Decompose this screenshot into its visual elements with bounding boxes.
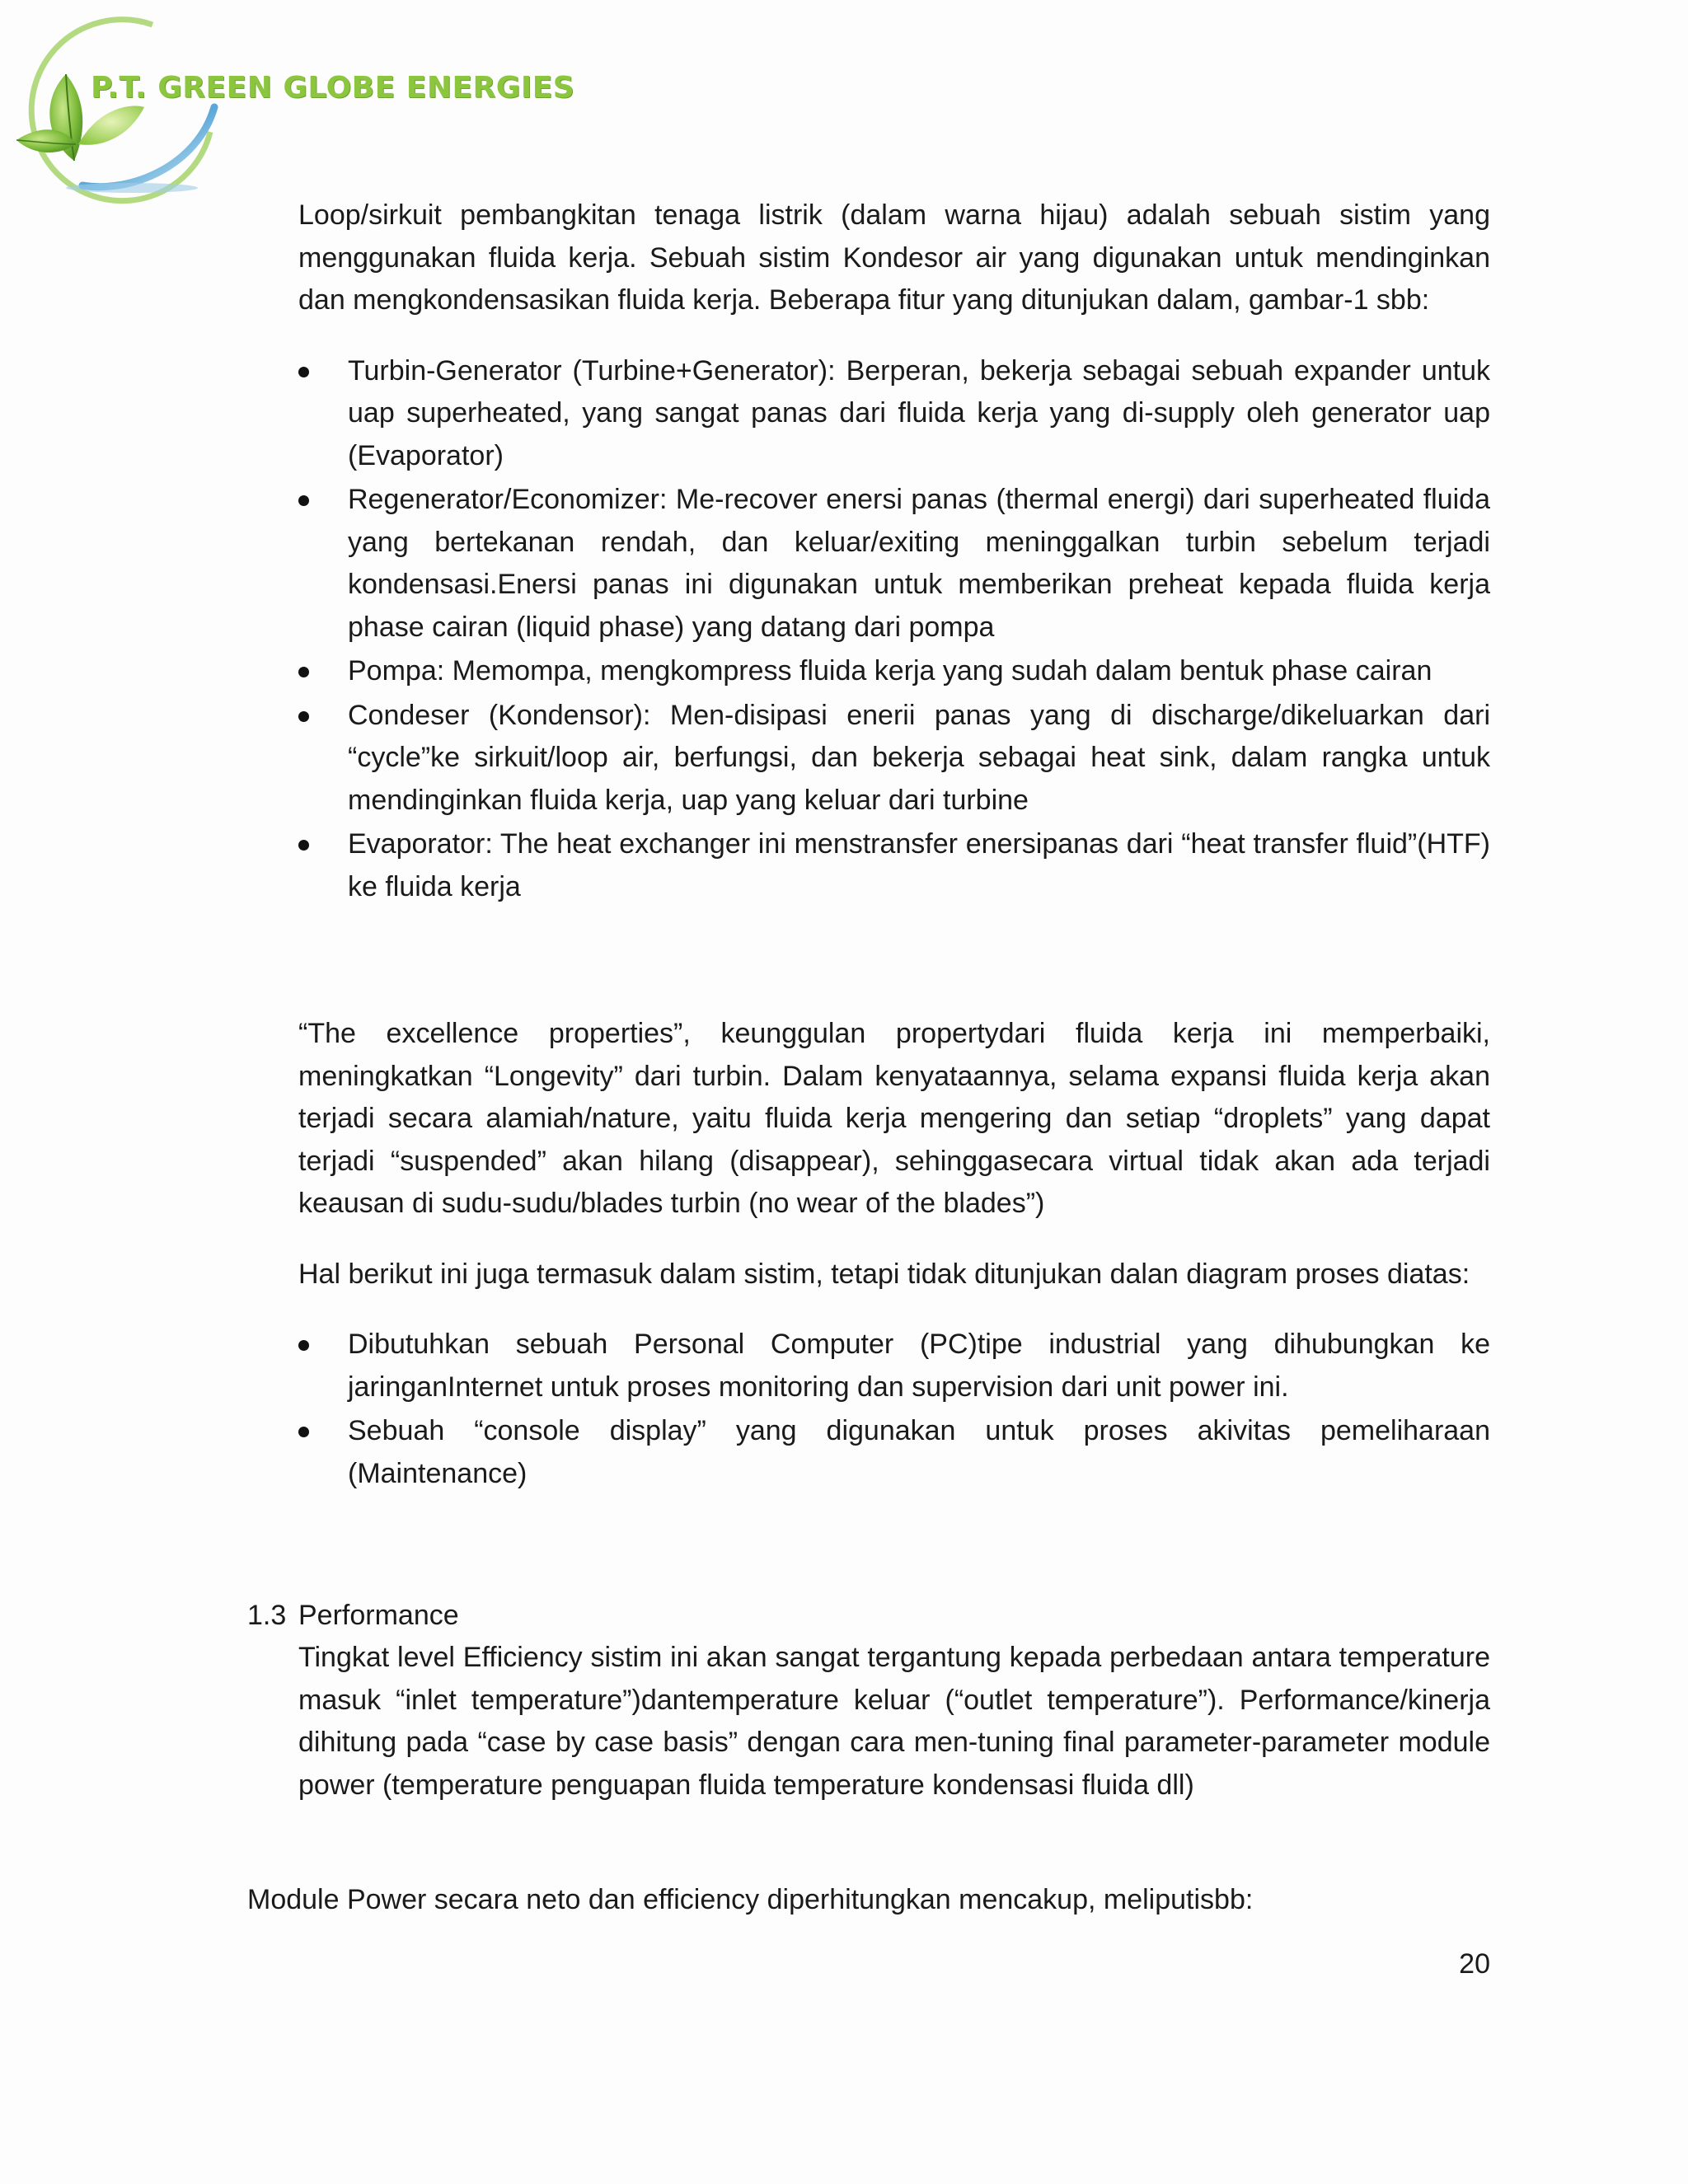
section-title: Performance bbox=[298, 1600, 459, 1631]
document-body-continued bbox=[298, 1013, 1490, 1497]
document-body bbox=[298, 194, 1490, 910]
excellence-paragraph: “The excellence properties”, keunggulan propertydari fluida kerja ini memperbaiki, meningkatkan “Longevity” dari turbin. Dalam kenyataannya, selama expansi fluida kerja akan terjadi secara alamiah/nature, yaitu fluida kerja mengering dan setiap “droplets” yang dapat terjadi “suspended” akan hilang (disappear), sehinggasecara virtual tidak akan ada terjadi keausan di sudu-sudu/blades turbin (no wear of the blades”) bbox=[298, 1018, 1490, 1219]
bullet-icon bbox=[298, 367, 309, 377]
list-item: Regenerator/Economizer: Me-recover enersi panas (thermal energi) dari superheated fluida yang bertekanan rendah, dan keluar/exiting meninggalkan turbin sebelum terjadi kondensasi.Enersi panas ini digunakan untuk memberikan preheat kepada fluida kerja phase cairan (liquid phase) yang datang dari pompa bbox=[298, 479, 1490, 649]
company-name: P.T. GREEN GLOBE ENERGIES bbox=[91, 71, 575, 105]
page-number: 20 bbox=[1459, 1948, 1490, 1980]
bullet-icon bbox=[298, 711, 309, 722]
list-item: Pompa: Memompa, mengkompress fluida kerja yang sudah dalam bentuk phase cairan bbox=[298, 650, 1490, 693]
list-item: Dibutuhkan sebuah Personal Computer (PC)tipe industrial yang dihubungkan ke jaringanInternet untuk proses monitoring dan supervision dari unit power ini. bbox=[298, 1324, 1490, 1408]
list-item: Turbin-Generator (Turbine+Generator): Berperan, bekerja sebagai sebuah expander untuk uap superheated, yang sangat panas dari fluida kerja yang di-supply oleh generator uap (Evaporator) bbox=[298, 350, 1490, 478]
bullet-icon bbox=[298, 840, 309, 851]
bullet-icon bbox=[298, 495, 309, 506]
globe-leaf-icon bbox=[8, 8, 536, 206]
additional-list bbox=[298, 1324, 1490, 1495]
list-item: Condeser (Kondensor): Men-disipasi enerii panas yang di discharge/dikeluarkan dari “cycle”ke sirkuit/loop air, berfungsi, dan bekerja sebagai heat sink, dalam rangka untuk mendinginkan fluida kerja, uap yang keluar dari turbine bbox=[298, 695, 1490, 823]
list-item: Sebuah “console display” yang digunakan untuk proses akivitas pemeliharaan (Maintenance) bbox=[298, 1410, 1490, 1495]
company-logo bbox=[8, 8, 575, 206]
section-heading bbox=[247, 1595, 459, 1637]
performance-paragraph: Tingkat level Efficiency sistim ini akan sangat tergantung kepada perbedaan antara temperature masuk “inlet temperature”)dantemperature keluar (“outlet temperature”). Performance/kinerja dihitung pada “case by case basis” dengan cara men-tuning final parameter-parameter module power (temperature penguapan fluida temperature kondensasi fluida dll) bbox=[298, 1642, 1490, 1801]
bullet-icon bbox=[298, 1340, 309, 1351]
bullet-icon bbox=[298, 667, 309, 677]
list-item: Evaporator: The heat exchanger ini menstransfer enersipanas dari “heat transfer fluid”(HTF) ke fluida kerja bbox=[298, 823, 1490, 908]
section-body bbox=[298, 1637, 1490, 1807]
features-list bbox=[298, 350, 1490, 909]
additional-intro: Hal berikut ini juga termasuk dalam sistim, tetapi tidak ditunjukan dalan diagram proses diatas: bbox=[298, 1258, 1470, 1290]
bullet-icon bbox=[298, 1427, 309, 1437]
intro-paragraph: Loop/sirkuit pembangkitan tenaga listrik (dalam warna hijau) adalah sebuah sistim yang menggunakan fluida kerja. Sebuah sistim Kondesor air yang digunakan untuk mendinginkan dan mengkondensasikan fluida kerja. Beberapa fitur yang ditunjukan dalam, gambar-1 sbb: bbox=[298, 199, 1490, 316]
section-number: 1.3 bbox=[247, 1600, 287, 1631]
closing-line: Module Power secara neto dan efficiency diperhitungkan mencakup, meliputisbb: bbox=[247, 1884, 1254, 1915]
